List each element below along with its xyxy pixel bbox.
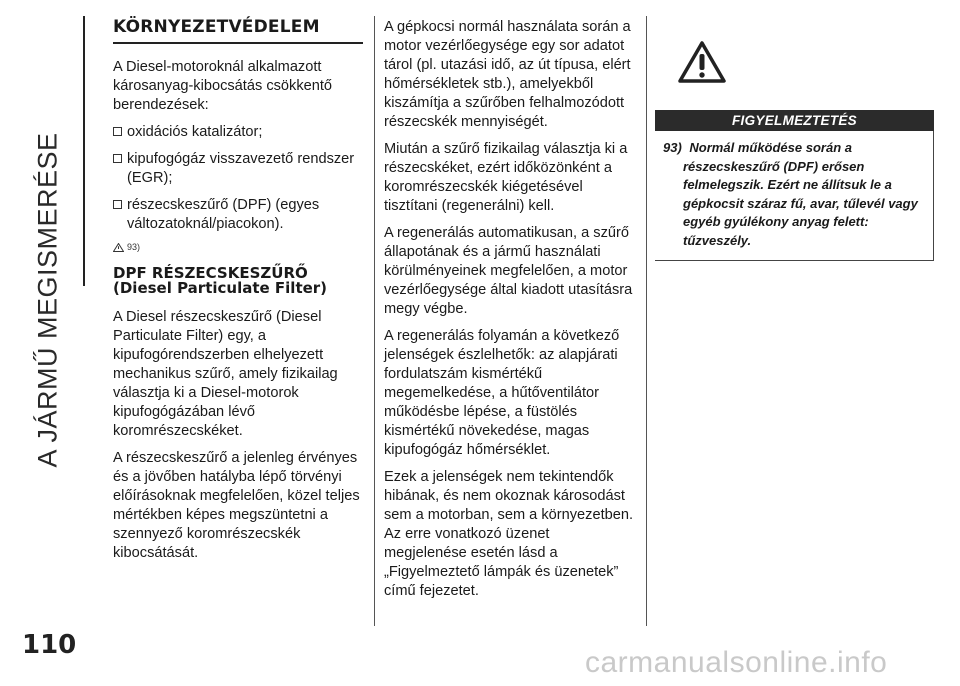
warning-reference-number: 93) [127,242,141,252]
heading-environment: KÖRNYEZETVÉDELEM [113,18,363,44]
paragraph: A regenerálás folyamán a következő jelenségek észlelhetők: az alapjárati fordulatszám kismértékű megemelkedése, a hűtőventilátor működésbe lépése, a füstölés kismértékű növekedése, magas kipufogógáz hőmérséklet. [384,328,620,458]
column-divider-1 [374,16,375,626]
column-middle [384,18,634,609]
paragraph: A regenerálás automatikusan, a szűrő állapotának és a jármű használati körülményeinek megfelelően, a motor vezérlőegysége által kiadott utasításra megy végbe. [384,225,633,317]
list-item-text: oxidációs katalizátor; [127,124,263,140]
list-item [113,150,363,188]
checkbox-bullet-icon [113,200,122,209]
list-item [113,123,363,142]
checkbox-bullet-icon [113,154,122,163]
page-number: 110 [22,630,77,660]
paragraph: A Diesel részecskeszűrő (Diesel Particulate Filter) egy, a kipufogórendszerben elhelyezett mechanikus szűrő, amely fizikailag választja ki a Diesel-motorok kipufogógázában lévő koromrészecskéket. [113,309,338,439]
warning-triangle-icon [677,40,727,84]
warning-number: 93) [663,140,682,155]
list-item-text: részecskeszűrő (DPF) (egyes változatoknál/piacokon). [127,197,320,232]
column-left [113,18,363,571]
column-right-warning [655,18,935,261]
paragraph: A gépkocsi normál használata során a motor vezérlőegysége egy sor adatot tárol (pl. utazási idő, az út típusa, elért hőmérsékletek stb.), amelyekből kiszámítja a szűrőben felhalmozódott részecskék mennyiségét. [384,19,631,130]
list-item-text: kipufogógáz visszavezető rendszer (EGR); [127,151,355,186]
warning-text: Normál működése során a részecskeszűrő (DPF) erősen felmelegszik. Ezért ne állítsuk le a gépkocsit száraz fű, avar, tűlevél vagy egyéb gyúlékony anyag felett: tűzveszély. [683,140,918,248]
heading-dpf: DPF RÉSZECSKESZŰRŐ (Diesel Particulate Filter) [113,264,328,297]
list-item [113,196,363,234]
paragraph: A részecskeszűrő a jelenleg érvényes és a jövőben hatályba lépő törvényi előírásoknak megfelelően, közel teljes mértékben képes megszüntetni a szennyező koromrészecskék kibocsátását. [113,450,360,561]
checkbox-bullet-icon [113,127,122,136]
paragraph: Ezek a jelenségek nem tekintendők hibának, és nem okoznak károsodást sem a motorban, sem a környezetben. Az erre vonatkozó üzenet megjelenése esetén lásd a „Figyelmeztető lámpák és üzenetek” című fejezetet. [384,469,634,599]
warning-reference[interactable] [113,242,363,252]
section-title-vertical: A JÁRMŰ MEGISMERÉSE [32,132,63,468]
paragraph-lead: A Diesel-motoroknál alkalmazott károsanyag-kibocsátás csökkentő berendezések: [113,59,333,113]
warning-title-bar: FIGYELMEZTETÉS [655,110,934,131]
warning-body [655,131,934,261]
warning-triangle-icon [113,243,124,252]
watermark: carmanualsonline.info [585,646,888,679]
paragraph: Miután a szűrő fizikailag választja ki a részecskéket, ezért időközönként a koromrészecskék kiégetésével tisztítani (regenerálni) kell. [384,141,628,214]
column-divider-2 [646,16,647,626]
section-title-rule [83,16,85,286]
